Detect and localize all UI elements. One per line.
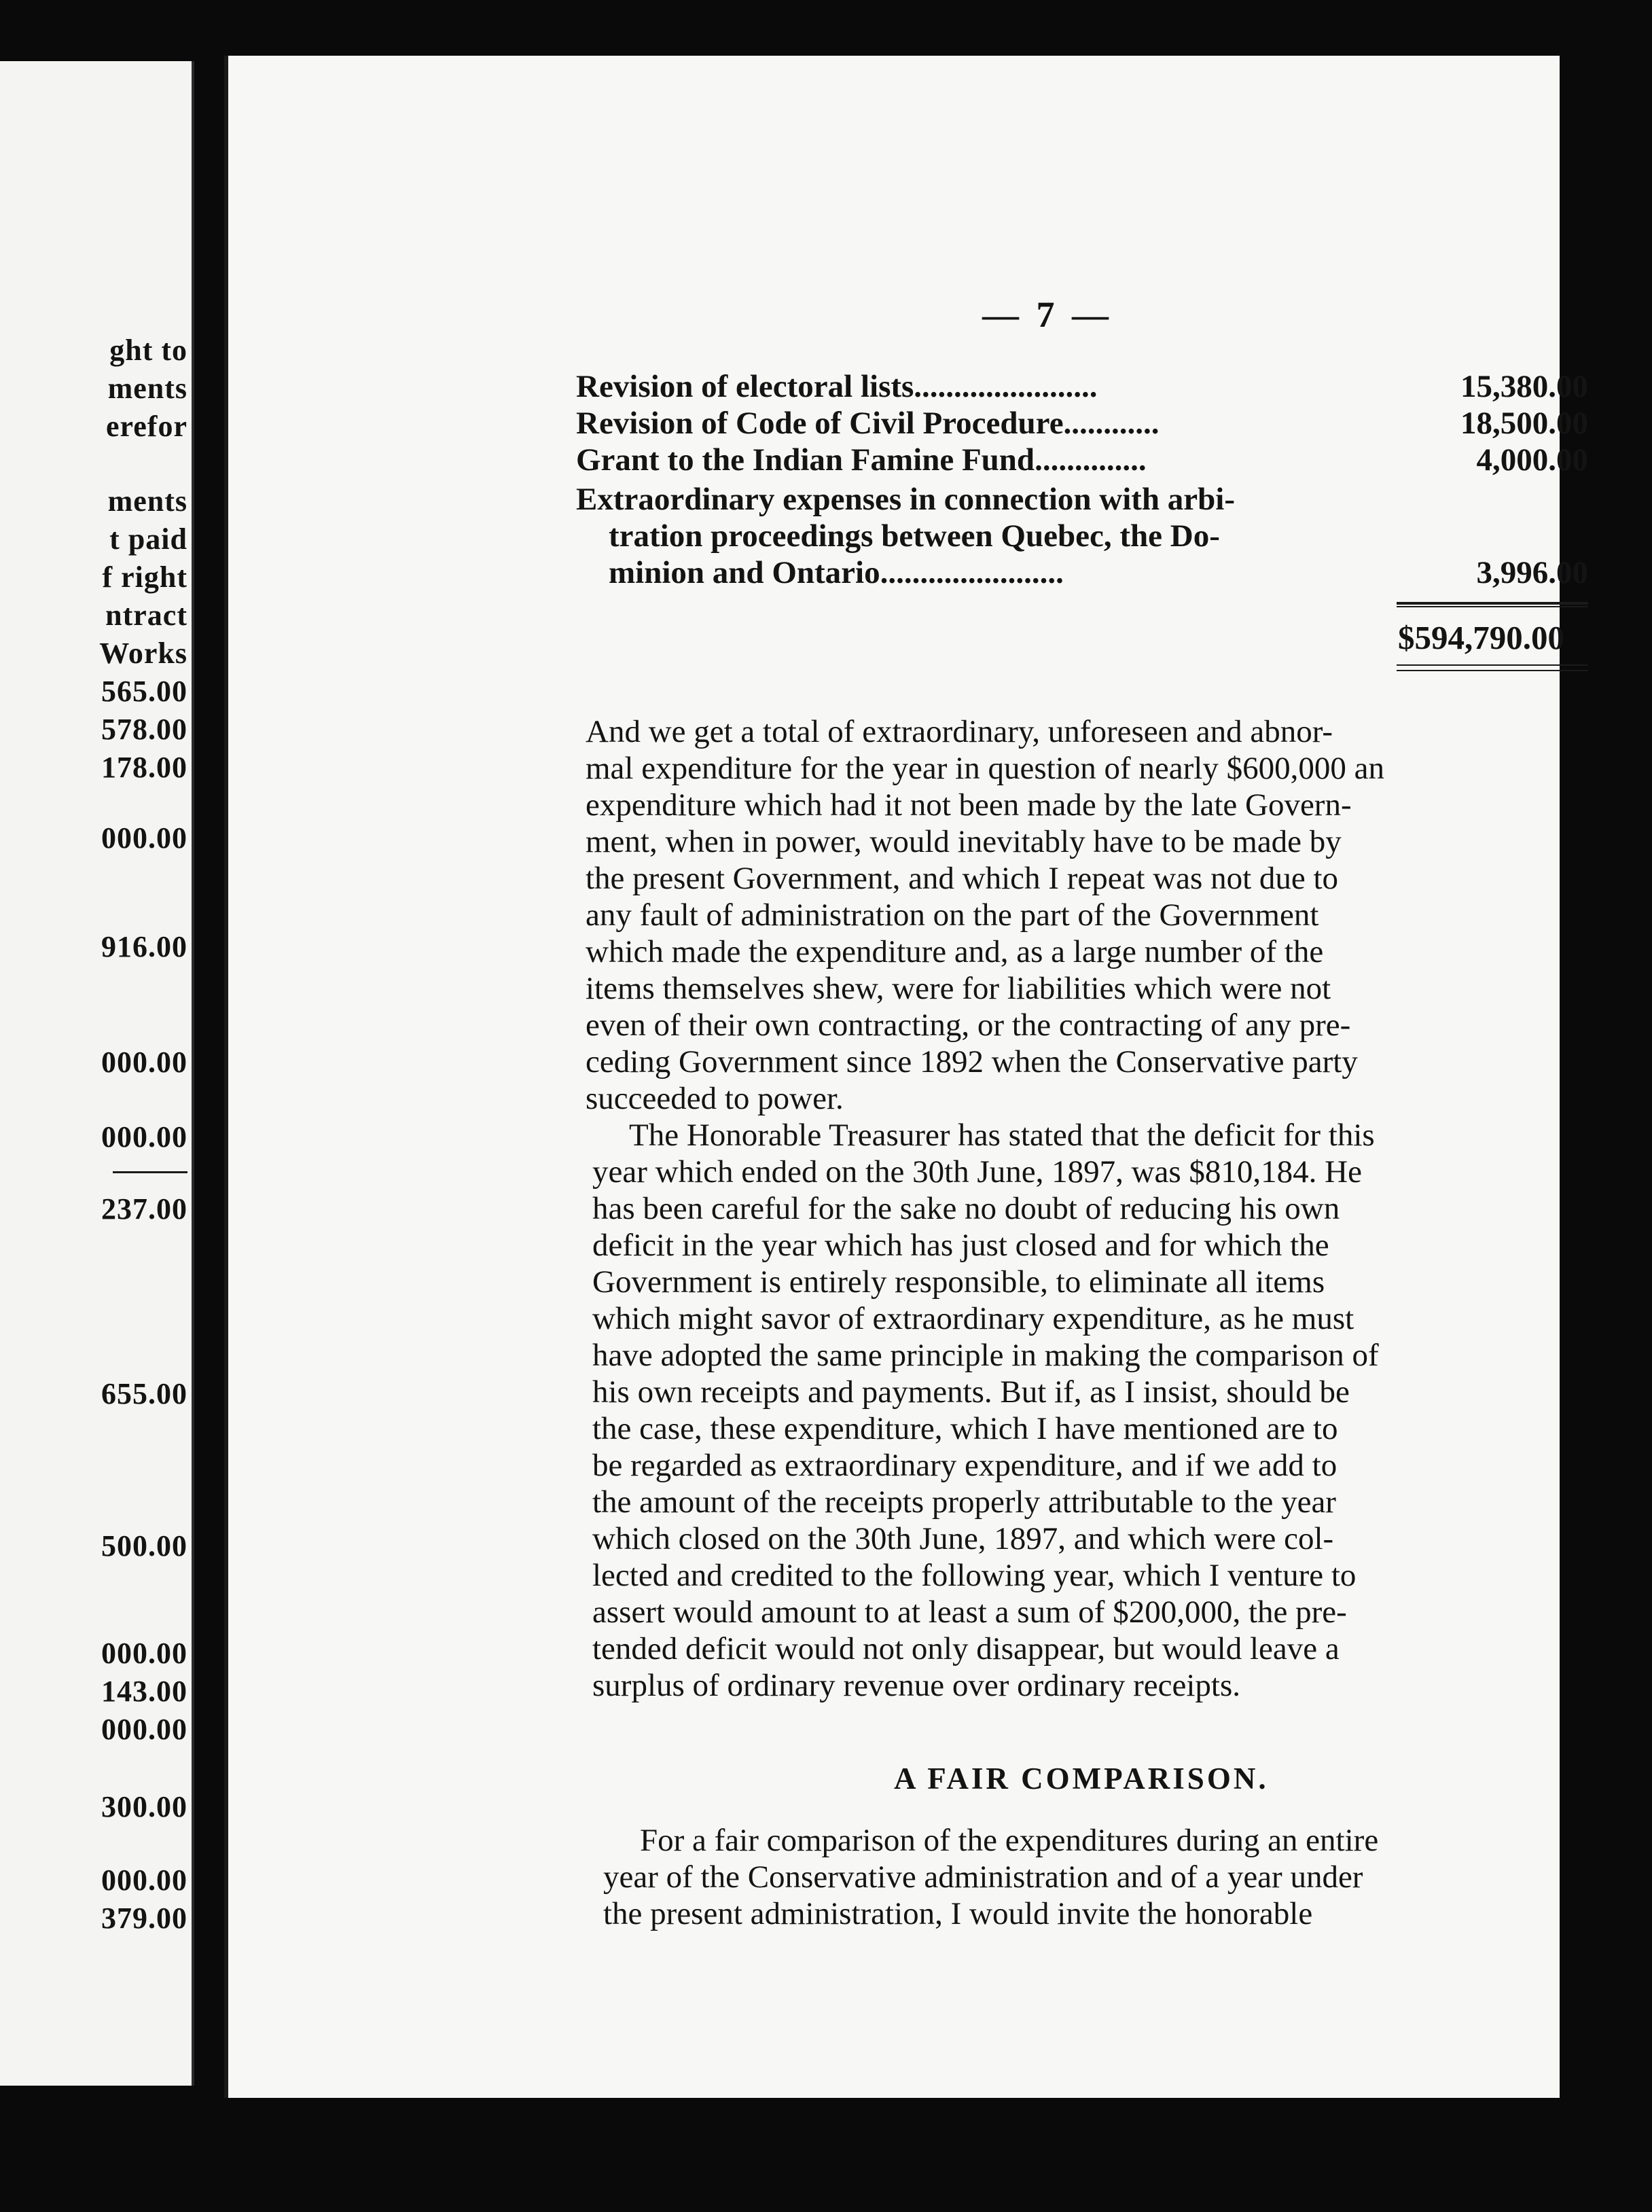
total-amount: $594,790.00 (1398, 619, 1564, 656)
paragraph-line: which closed on the 30th June, 1897, and which were col- (592, 1521, 1334, 1556)
page-number: — 7 — (982, 294, 1113, 335)
paragraph-line: Government is entirely responsible, to eliminate all items (592, 1264, 1325, 1300)
paragraph-line: deficit in the year which has just closed and for which the (592, 1228, 1329, 1263)
left-rule (113, 1171, 187, 1173)
ledger-label: Grant to the Indian Famine Fund.............. (576, 442, 1147, 478)
paragraph-line: ceding Government since 1892 when the Conservative party (586, 1044, 1358, 1080)
left-line: 000.00 (101, 1046, 187, 1079)
paragraph-line: the case, these expenditure, which I have mentioned are to (592, 1411, 1338, 1446)
left-page-fragment (0, 61, 194, 2086)
ledger-row (576, 442, 1588, 481)
ledger-label: Revision of electoral lists....................... (576, 369, 1098, 404)
left-line: 655.00 (101, 1377, 187, 1410)
left-line: 000.00 (101, 1863, 187, 1897)
ledger-label: minion and Ontario....................... (609, 555, 1064, 590)
left-line: ght to (109, 334, 187, 367)
left-line: 500.00 (101, 1529, 187, 1563)
left-line: 000.00 (101, 1713, 187, 1746)
paragraph-line: ment, when in power, would inevitably have to be made by (586, 824, 1342, 859)
paragraph-line: which might savor of extraordinary expenditure, as he must (592, 1301, 1354, 1336)
paragraph-line: the present administration, I would invite the honorable (603, 1896, 1313, 1931)
paragraph-line: the amount of the receipts properly attributable to the year (592, 1484, 1336, 1520)
paragraph-line: have adopted the same principle in making the comparison of (592, 1338, 1379, 1373)
left-line: 000.00 (101, 1637, 187, 1670)
right-page (224, 56, 1588, 2098)
total-rule (1397, 664, 1588, 666)
ledger-amount: 15,380.00 (1460, 369, 1588, 404)
sum-rule (1397, 606, 1588, 607)
left-line: 178.00 (101, 751, 187, 784)
left-line: 916.00 (101, 930, 187, 963)
left-line: Works (99, 637, 187, 670)
paragraph-line: And we get a total of extraordinary, unforeseen and abnor- (586, 714, 1333, 749)
paragraph-line: expenditure which had it not been made by the late Govern- (586, 787, 1352, 823)
left-line: 578.00 (101, 713, 187, 746)
left-line: 000.00 (101, 1120, 187, 1154)
paragraph-line: year of the Conservative administration and of a year under (603, 1859, 1363, 1895)
left-line: ments (107, 484, 187, 518)
paragraph-line: items themselves shew, were for liabilities which were not (586, 971, 1331, 1006)
paragraph-line: which made the expenditure and, as a large number of the (586, 934, 1324, 969)
paragraph-line: lected and credited to the following year, which I venture to (592, 1558, 1357, 1593)
paragraph-line: has been careful for the sake no doubt of reducing his own (592, 1191, 1340, 1226)
left-line: ntract (105, 599, 187, 632)
paragraph-line: For a fair comparison of the expenditures during an entire (640, 1823, 1379, 1858)
ledger-multi-line: Extraordinary expenses in connection with arbi- (576, 482, 1236, 517)
left-line: 143.00 (101, 1675, 187, 1708)
ledger-amount: 3,996.00 (1476, 555, 1588, 590)
left-line: 565.00 (101, 675, 187, 708)
ledger-row (576, 405, 1588, 444)
ledger-amount: 4,000.00 (1476, 442, 1588, 478)
paragraph-line: even of their own contracting, or the contracting of any pre- (586, 1007, 1351, 1043)
paragraph-line: assert would amount to at least a sum of $200,000, the pre- (592, 1594, 1347, 1630)
section-heading: A FAIR COMPARISON. (894, 1762, 1269, 1796)
paragraph-line: be regarded as extraordinary expenditure, and if we add to (592, 1448, 1337, 1483)
left-line: 300.00 (101, 1790, 187, 1823)
paragraph-line: the present Government, and which I repeat was not due to (586, 861, 1339, 896)
left-line: f right (102, 560, 187, 594)
paragraph-line: his own receipts and payments. But if, as I insist, should be (592, 1374, 1350, 1410)
ledger-row (609, 554, 1588, 594)
paragraph-line: year which ended on the 30th June, 1897, was $810,184. He (592, 1154, 1362, 1190)
left-line: t paid (109, 522, 187, 556)
left-line: ments (107, 372, 187, 405)
paragraph-line: any fault of administration on the part of the Government (586, 897, 1319, 933)
paragraph-line: succeeded to power. (586, 1081, 844, 1116)
total-rule (1397, 670, 1588, 671)
left-line: erefor (106, 410, 187, 443)
paragraph-line: mal expenditure for the year in question of nearly $600,000 an (586, 751, 1384, 786)
ledger-multi-line: tration proceedings between Quebec, the Do- (609, 518, 1220, 554)
paragraph-line: tended deficit would not only disappear, but would leave a (592, 1631, 1340, 1666)
ledger-amount: 18,500.00 (1460, 406, 1588, 441)
ledger-label: Revision of Code of Civil Procedure............ (576, 406, 1160, 441)
left-line: 379.00 (101, 1902, 187, 1935)
sum-rule (1397, 602, 1588, 605)
ledger-row (576, 368, 1588, 408)
paragraph-line: surplus of ordinary revenue over ordinary receipts. (592, 1668, 1241, 1703)
left-line: 000.00 (101, 821, 187, 855)
paragraph-line: The Honorable Treasurer has stated that the deficit for this (629, 1118, 1375, 1153)
left-line: 237.00 (101, 1192, 187, 1226)
